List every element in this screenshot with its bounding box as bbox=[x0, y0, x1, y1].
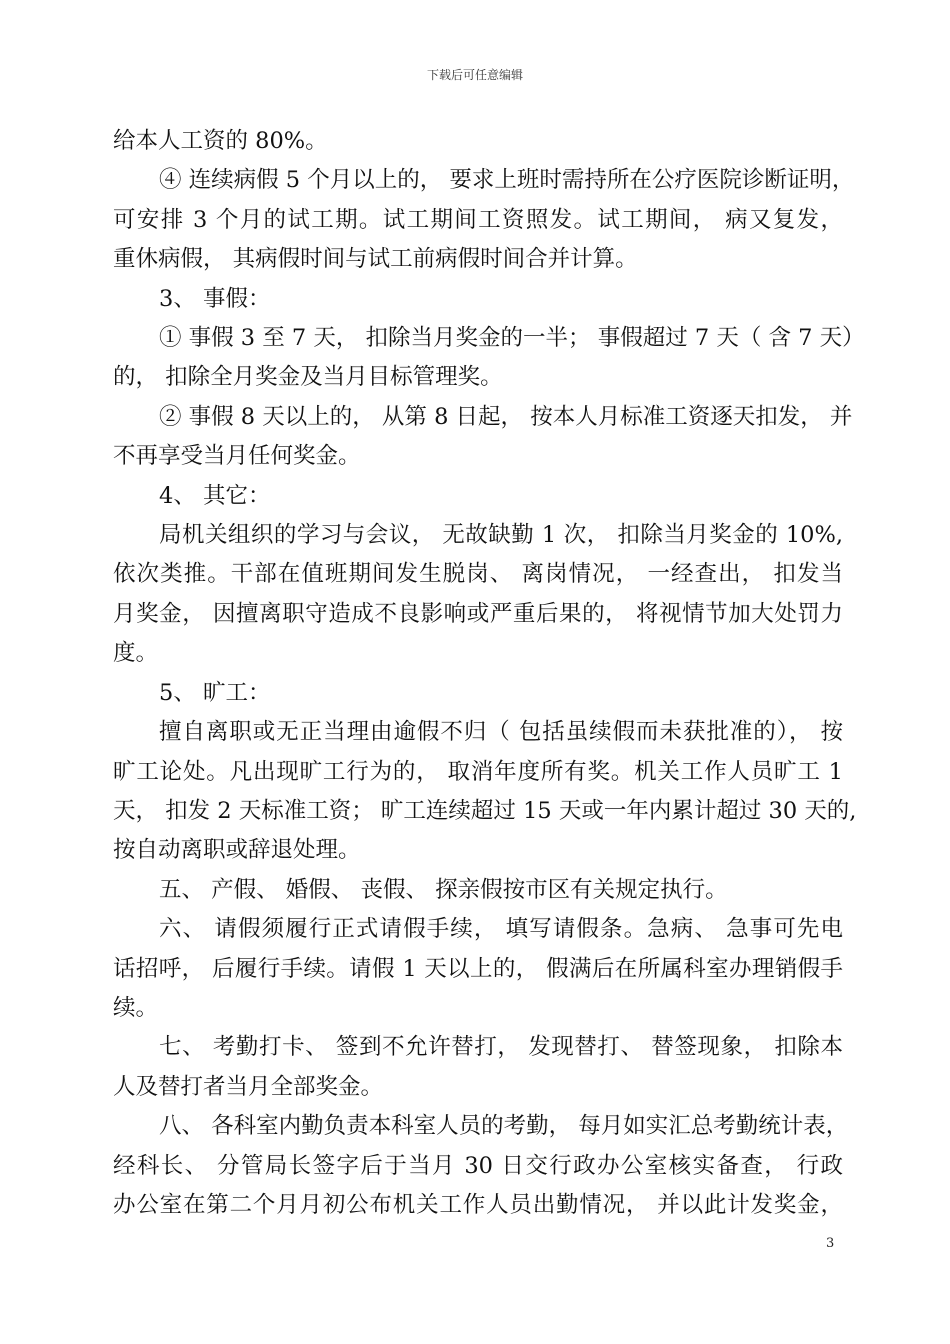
text-line: 重休病假， 其病假时间与试工前病假时间合并计算。 bbox=[113, 246, 638, 273]
text-line: 话招呼， 后履行手续。请假 1 天以上的， 假满后在所属科室办理销假手 bbox=[113, 955, 843, 982]
text-line: 八、 各科室内勤负责本科室人员的考勤， 每月如实汇总考勤统计表， bbox=[159, 1113, 849, 1140]
page-number: 3 bbox=[826, 1236, 835, 1251]
text-line: 五、 产假、 婚假、 丧假、 探亲假按市区有关规定执行。 bbox=[159, 876, 728, 903]
text-line: 度。 bbox=[113, 640, 159, 667]
text-line: 的， 扣除全月奖金及当月目标管理奖。 bbox=[113, 364, 503, 391]
page-header: 下载后可任意编辑 bbox=[426, 68, 523, 82]
text-line: 依次类推。干部在值班期间发生脱岗、 离岗情况， 一经查出， 扣发当 bbox=[113, 561, 843, 588]
text-line: 月奖金， 因擅离职守造成不良影响或严重后果的， 将视情节加大处罚力 bbox=[113, 600, 843, 627]
text-line: 办公室在第二个月月初公布机关工作人员出勤情况， 并以此计发奖金， bbox=[113, 1191, 843, 1218]
text-line: ① 事假 3 至 7 天， 扣除当月奖金的一半； 事假超过 7 天（ 含 7 天） bbox=[159, 325, 865, 352]
text-line: 4、 其它： bbox=[159, 482, 271, 509]
text-line: 局机关组织的学习与会议， 无故缺勤 1 次， 扣除当月奖金的 10%, bbox=[159, 522, 843, 549]
text-line: 人及替打者当月全部奖金。 bbox=[113, 1073, 384, 1100]
text-line: 续。 bbox=[113, 994, 159, 1021]
document-body bbox=[113, 122, 865, 1225]
text-line: 天， 扣发 2 天标准工资； 旷工连续超过 15 天或一年内累计超过 30 天的, bbox=[113, 797, 857, 824]
text-line: 可安排 3 个月的试工期。试工期间工资照发。试工期间， 病又复发， bbox=[113, 206, 843, 233]
text-line: ② 事假 8 天以上的， 从第 8 日起， 按本人月标准工资逐天扣发， 并 bbox=[159, 403, 853, 430]
text-line: 旷工论处。凡出现旷工行为的， 取消年度所有奖。机关工作人员旷工 1 bbox=[113, 758, 843, 785]
text-line: 给本人工资的 80%。 bbox=[113, 128, 328, 154]
text-line: 不再享受当月任何奖金。 bbox=[113, 443, 361, 470]
text-line: ④ 连续病假 5 个月以上的， 要求上班时需持所在公疗医院诊断证明， bbox=[159, 167, 855, 194]
text-line: 擅自离职或无正当理由逾假不归（ 包括虽续假而未获批准的）， 按 bbox=[159, 719, 843, 746]
text-line: 3、 事假： bbox=[159, 285, 271, 312]
text-line: 六、 请假须履行正式请假手续， 填写请假条。急病、 急事可先电 bbox=[159, 916, 843, 943]
text-line: 按自动离职或辞退处理。 bbox=[113, 837, 361, 864]
text-line: 经科长、 分管局长签字后于当月 30 日交行政办公室核实备查， 行政 bbox=[113, 1152, 843, 1179]
text-line: 5、 旷工： bbox=[159, 679, 271, 706]
text-line: 七、 考勤打卡、 签到不允许替打， 发现替打、 替签现象， 扣除本 bbox=[159, 1034, 843, 1061]
